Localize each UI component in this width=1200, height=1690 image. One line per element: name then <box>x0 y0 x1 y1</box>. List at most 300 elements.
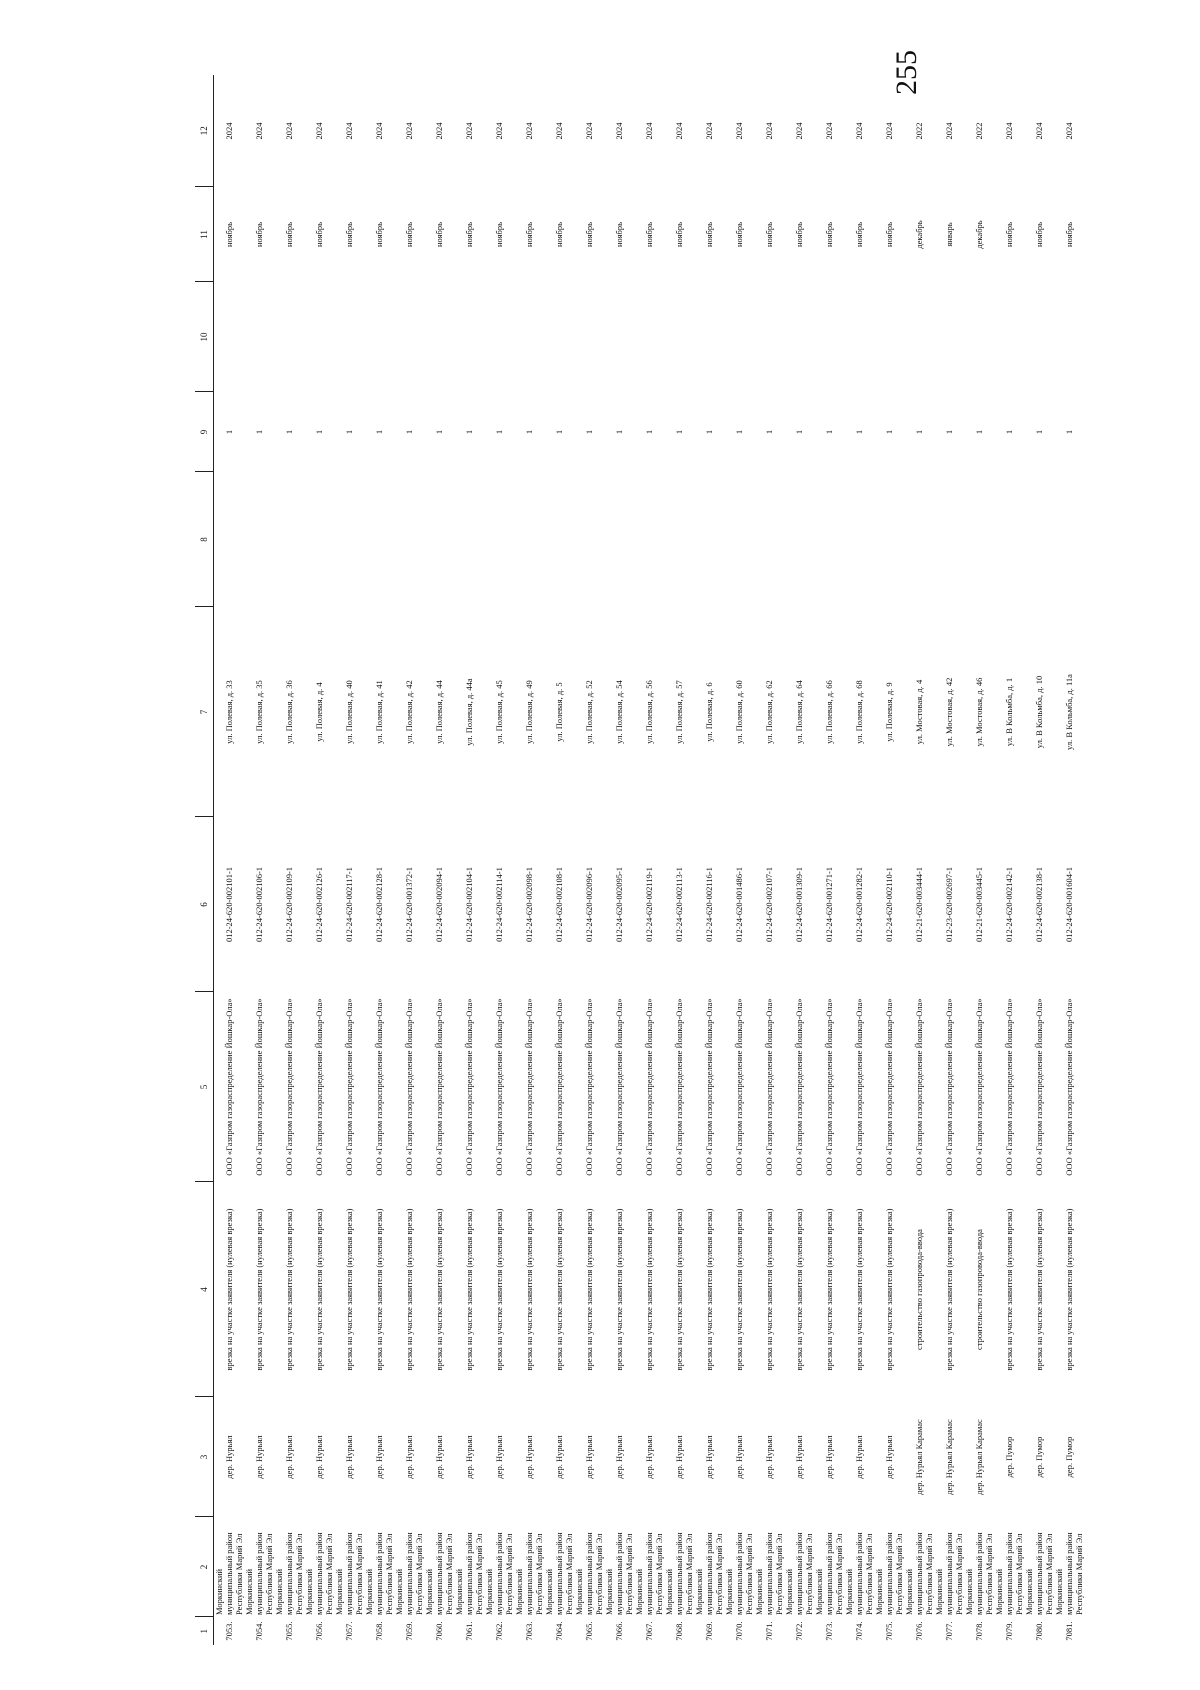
address-cell: ул. Полевая, д. 49 <box>524 680 534 744</box>
month-cell: ноябрь <box>344 222 354 247</box>
quantity-cell: 1 <box>824 429 834 435</box>
col10-cell <box>544 282 574 392</box>
col8-cell <box>634 472 664 607</box>
address-cell: ул. Полевая, д. 36 <box>284 680 294 744</box>
col10-cell <box>694 282 724 392</box>
cadastral-number-cell: 012-24-620-001309-1 <box>794 866 804 943</box>
month-cell: декабрь <box>974 220 984 249</box>
row-number: 7060. <box>434 1621 444 1641</box>
col10-cell <box>844 282 874 392</box>
col8-cell <box>454 472 484 607</box>
year-cell: 2024 <box>374 122 384 140</box>
address-cell: ул. Полевая, д. 57 <box>674 680 684 744</box>
year-cell: 2024 <box>854 122 864 140</box>
district-cell: Моркинский муниципальный район Республики Марий Эл <box>874 1532 904 1615</box>
quantity-cell: 1 <box>1064 429 1074 435</box>
district-cell: Моркинский муниципальный район Республики Марий Эл <box>574 1532 604 1615</box>
col8-cell <box>844 472 874 607</box>
quantity-cell: 1 <box>704 429 714 435</box>
district-cell: Моркинский муниципальный район Республики Марий Эл <box>964 1532 994 1615</box>
work-type-cell: врезка на участке заявителя (нулевая врезка) <box>494 1208 504 1371</box>
district-cell: Моркинский муниципальный район Республики Марий Эл <box>364 1532 394 1615</box>
quantity-cell: 1 <box>914 429 924 435</box>
settlement-cell: дер. Нурьял Карамас <box>914 1419 924 1495</box>
organization-cell: ООО «Газпром газораспределение Йошкар-Ола» <box>824 998 834 1176</box>
month-cell: ноябрь <box>884 222 894 247</box>
cadastral-number-cell: 012-24-620-002109-1 <box>284 866 294 943</box>
organization-cell: ООО «Газпром газораспределение Йошкар-Ола» <box>494 998 504 1176</box>
col10-cell <box>454 282 484 392</box>
settlement-cell: дер. Нурьял <box>254 1435 264 1479</box>
address-cell: ул. Мостовая, д. 42 <box>944 677 954 747</box>
address-cell: ул. В Кольмба, д. 11а <box>1064 674 1074 750</box>
district-cell: Моркинский муниципальный район Республики Марий Эл <box>724 1532 754 1615</box>
settlement-cell: дер. Нурьял <box>584 1435 594 1479</box>
year-cell: 2024 <box>464 122 474 140</box>
table-row <box>874 75 904 1645</box>
quantity-cell: 1 <box>224 429 234 435</box>
address-cell: ул. Полевая, д. 44а <box>464 678 474 746</box>
settlement-cell: дер. Нурьял <box>644 1435 654 1479</box>
col8-cell <box>244 472 274 607</box>
year-cell: 2024 <box>224 122 234 140</box>
month-cell: ноябрь <box>854 222 864 247</box>
row-number: 7066. <box>614 1621 624 1641</box>
year-cell: 2024 <box>554 122 564 140</box>
cadastral-number-cell: 012-24-620-001372-1 <box>404 866 414 943</box>
col8-cell <box>784 472 814 607</box>
col8-cell <box>1024 472 1054 607</box>
month-cell: ноябрь <box>704 222 714 247</box>
quantity-cell: 1 <box>764 429 774 435</box>
row-number: 7081. <box>1064 1621 1074 1641</box>
district-cell: Моркинский муниципальный район Республики Марий Эл <box>784 1532 814 1615</box>
work-type-cell: врезка на участке заявителя (нулевая врезка) <box>944 1208 954 1371</box>
organization-cell: ООО «Газпром газораспределение Йошкар-Ола» <box>344 998 354 1176</box>
page-number: 255 <box>890 50 923 95</box>
address-cell: ул. Полевая, д. 4 <box>314 682 324 742</box>
cadastral-number-cell: 012-24-620-002101-1 <box>224 866 234 943</box>
col8-cell <box>514 472 544 607</box>
col10-cell <box>964 282 994 392</box>
col8-cell <box>754 472 784 607</box>
quantity-cell: 1 <box>494 429 504 435</box>
table-row <box>1054 75 1084 1645</box>
quantity-cell: 1 <box>404 429 414 435</box>
table-row <box>574 75 604 1645</box>
cadastral-number-cell: 012-24-620-002116-1 <box>704 867 714 942</box>
quantity-cell: 1 <box>254 429 264 435</box>
table-row <box>964 75 994 1645</box>
cadastral-number-cell: 012-24-620-002106-1 <box>254 866 264 943</box>
organization-cell: ООО «Газпром газораспределение Йошкар-Ола» <box>644 998 654 1176</box>
address-cell: ул. Полевая, д. 35 <box>254 680 264 744</box>
row-number: 7067. <box>644 1621 654 1641</box>
address-cell: ул. Полевая, д. 45 <box>494 680 504 744</box>
organization-cell: ООО «Газпром газораспределение Йошкар-Ола» <box>254 998 264 1176</box>
row-number: 7079. <box>1004 1621 1014 1641</box>
col-header-11: 11 <box>195 187 214 282</box>
col-header-10: 10 <box>195 282 214 392</box>
row-number: 7070. <box>734 1621 744 1641</box>
year-cell: 2024 <box>704 122 714 140</box>
table-row <box>244 75 274 1645</box>
quantity-cell: 1 <box>464 429 474 435</box>
table-row <box>634 75 664 1645</box>
col-header-5: 5 <box>195 992 214 1182</box>
district-cell: Моркинский муниципальный район Республики Марий Эл <box>994 1532 1024 1615</box>
cadastral-number-cell: 012-24-620-002110-1 <box>884 867 894 942</box>
work-type-cell: врезка на участке заявителя (нулевая врезка) <box>734 1208 744 1371</box>
work-type-cell: врезка на участке заявителя (нулевая врезка) <box>584 1208 594 1371</box>
year-cell: 2024 <box>1004 122 1014 140</box>
district-cell: Моркинский муниципальный район Республики Марий Эл <box>424 1532 454 1615</box>
year-cell: 2022 <box>974 122 984 140</box>
quantity-cell: 1 <box>1034 429 1044 435</box>
col10-cell <box>994 282 1024 392</box>
row-number: 7065. <box>584 1621 594 1641</box>
row-number: 7059. <box>404 1621 414 1641</box>
table-row <box>934 75 964 1645</box>
district-cell: Моркинский муниципальный район Республики Марий Эл <box>694 1532 724 1615</box>
col8-cell <box>934 472 964 607</box>
table-row <box>514 75 544 1645</box>
register-table-sheet <box>195 75 1084 1645</box>
col-header-7: 7 <box>195 607 214 817</box>
organization-cell: ООО «Газпром газораспределение Йошкар-Ола» <box>584 998 594 1176</box>
row-number: 7055. <box>284 1621 294 1641</box>
table-row <box>364 75 394 1645</box>
month-cell: ноябрь <box>314 222 324 247</box>
col-header-2: 2 <box>195 1517 214 1617</box>
year-cell: 2024 <box>614 122 624 140</box>
col8-cell <box>214 472 245 607</box>
month-cell: ноябрь <box>644 222 654 247</box>
district-cell: Моркинский муниципальный район Республики Марий Эл <box>1054 1532 1084 1615</box>
row-number: 7069. <box>704 1621 714 1641</box>
quantity-cell: 1 <box>734 429 744 435</box>
col10-cell <box>814 282 844 392</box>
address-cell: ул. В Кольмба, д. 1 <box>1004 677 1014 747</box>
address-cell: ул. Полевая, д. 5 <box>554 682 564 742</box>
col10-cell <box>604 282 634 392</box>
month-cell: ноябрь <box>254 222 264 247</box>
settlement-cell: дер. Пумор <box>1034 1436 1044 1478</box>
table-row <box>1024 75 1054 1645</box>
settlement-cell: дер. Нурьял <box>494 1435 504 1479</box>
quantity-cell: 1 <box>944 429 954 435</box>
organization-cell: ООО «Газпром газораспределение Йошкар-Ола» <box>374 998 384 1176</box>
work-type-cell: врезка на участке заявителя (нулевая врезка) <box>1034 1208 1044 1371</box>
year-cell: 2024 <box>884 122 894 140</box>
organization-cell: ООО «Газпром газораспределение Йошкар-Ола» <box>1004 998 1014 1176</box>
settlement-cell: дер. Нурьял <box>224 1435 234 1479</box>
row-number: 7054. <box>254 1621 264 1641</box>
table-row <box>754 75 784 1645</box>
table-row <box>454 75 484 1645</box>
row-number: 7074. <box>854 1621 864 1641</box>
district-cell: Моркинский муниципальный район Республики Марий Эл <box>514 1532 544 1615</box>
cadastral-number-cell: 012-24-620-001282-1 <box>854 866 864 943</box>
year-cell: 2024 <box>1034 122 1044 140</box>
month-cell: ноябрь <box>554 222 564 247</box>
month-cell: ноябрь <box>494 222 504 247</box>
col10-cell <box>784 282 814 392</box>
work-type-cell: врезка на участке заявителя (нулевая врезка) <box>524 1208 534 1371</box>
organization-cell: ООО «Газпром газораспределение Йошкар-Ола» <box>674 998 684 1176</box>
row-number: 7057. <box>344 1621 354 1641</box>
year-cell: 2024 <box>434 122 444 140</box>
address-cell: ул. Полевая, д. 60 <box>734 680 744 744</box>
cadastral-number-cell: 012-24-620-002108-1 <box>554 866 564 943</box>
year-cell: 2024 <box>944 122 954 140</box>
settlement-cell: дер. Нурьял <box>674 1435 684 1479</box>
col8-cell <box>304 472 334 607</box>
cadastral-number-cell: 012-24-620-002126-1 <box>314 866 324 943</box>
register-table <box>195 75 1084 1645</box>
cadastral-number-cell: 012-21-620-003444-1 <box>914 866 924 943</box>
col-header-8: 8 <box>195 472 214 607</box>
settlement-cell: дер. Нурьял <box>734 1435 744 1479</box>
year-cell: 2024 <box>644 122 654 140</box>
work-type-cell: врезка на участке заявителя (нулевая врезка) <box>704 1208 714 1371</box>
cadastral-number-cell: 012-24-620-002098-1 <box>524 866 534 943</box>
col-header-1: 1 <box>195 1617 214 1645</box>
work-type-cell: врезка на участке заявителя (нулевая врезка) <box>344 1208 354 1371</box>
address-cell: ул. Полевая, д. 33 <box>224 680 234 744</box>
year-cell: 2024 <box>494 122 504 140</box>
row-number: 7071. <box>764 1621 774 1641</box>
district-cell: Моркинский муниципальный район Республики Марий Эл <box>274 1532 304 1615</box>
table-row <box>484 75 514 1645</box>
settlement-cell: дер. Нурьял <box>344 1435 354 1479</box>
address-cell: ул. Полевая, д. 64 <box>794 680 804 744</box>
row-number: 7063. <box>524 1621 534 1641</box>
table-row <box>604 75 634 1645</box>
organization-cell: ООО «Газпром газораспределение Йошкар-Ола» <box>914 998 924 1176</box>
col10-cell <box>574 282 604 392</box>
cadastral-number-cell: 012-24-620-002117-1 <box>344 867 354 942</box>
district-cell: Моркинский муниципальный район Республики Марий Эл <box>214 1532 244 1615</box>
work-type-cell: строительство газопровода-ввода <box>914 1229 924 1350</box>
row-number: 7062. <box>494 1621 504 1641</box>
col10-cell <box>394 282 424 392</box>
organization-cell: ООО «Газпром газораспределение Йошкар-Ола» <box>614 998 624 1176</box>
quantity-cell: 1 <box>584 429 594 435</box>
work-type-cell: врезка на участке заявителя (нулевая врезка) <box>824 1208 834 1371</box>
month-cell: ноябрь <box>614 222 624 247</box>
col10-cell <box>874 282 904 392</box>
settlement-cell: дер. Нурьял <box>764 1435 774 1479</box>
organization-cell: ООО «Газпром газораспределение Йошкар-Ола» <box>464 998 474 1176</box>
work-type-cell: врезка на участке заявителя (нулевая врезка) <box>794 1208 804 1371</box>
col10-cell <box>634 282 664 392</box>
month-cell: ноябрь <box>284 222 294 247</box>
col10-cell <box>274 282 304 392</box>
organization-cell: ООО «Газпром газораспределение Йошкар-Ола» <box>974 998 984 1176</box>
col8-cell <box>394 472 424 607</box>
month-cell: ноябрь <box>584 222 594 247</box>
cadastral-number-cell: 012-24-620-001486-1 <box>734 866 744 943</box>
cadastral-number-cell: 012-24-620-002128-1 <box>374 866 384 943</box>
quantity-cell: 1 <box>284 429 294 435</box>
table-row <box>304 75 334 1645</box>
month-cell: ноябрь <box>1004 222 1014 247</box>
address-cell: ул. Полевая, д. 66 <box>824 680 834 744</box>
quantity-cell: 1 <box>674 429 684 435</box>
col8-cell <box>964 472 994 607</box>
settlement-cell: дер. Нурьял <box>854 1435 864 1479</box>
col10-cell <box>334 282 364 392</box>
month-cell: январь <box>944 222 954 247</box>
cadastral-number-cell: 012-24-620-002095-1 <box>614 866 624 943</box>
settlement-cell: дер. Нурьял <box>554 1435 564 1479</box>
work-type-cell: строительство газопровода-ввода <box>974 1229 984 1350</box>
quantity-cell: 1 <box>374 429 384 435</box>
year-cell: 2024 <box>254 122 264 140</box>
organization-cell: ООО «Газпром газораспределение Йошкар-Ола» <box>524 998 534 1176</box>
col8-cell <box>694 472 724 607</box>
settlement-cell: дер. Нурьял <box>824 1435 834 1479</box>
month-cell: ноябрь <box>764 222 774 247</box>
cadastral-number-cell: 012-24-620-001604-1 <box>1064 866 1074 943</box>
settlement-cell: дер. Нурьял <box>314 1435 324 1479</box>
cadastral-number-cell: 012-24-620-001271-1 <box>824 866 834 943</box>
cadastral-number-cell: 012-24-620-002107-1 <box>764 866 774 943</box>
quantity-cell: 1 <box>1004 429 1014 435</box>
quantity-cell: 1 <box>314 429 324 435</box>
district-cell: Моркинский муниципальный район Республики Марий Эл <box>934 1532 964 1615</box>
col8-cell <box>724 472 754 607</box>
table-row <box>844 75 874 1645</box>
year-cell: 2024 <box>794 122 804 140</box>
work-type-cell: врезка на участке заявителя (нулевая врезка) <box>554 1208 564 1371</box>
table-row <box>994 75 1024 1645</box>
organization-cell: ООО «Газпром газораспределение Йошкар-Ола» <box>554 998 564 1176</box>
table-row <box>394 75 424 1645</box>
cadastral-number-cell: 012-24-620-002113-1 <box>674 867 684 942</box>
district-cell: Моркинский муниципальный район Республики Марий Эл <box>334 1532 364 1615</box>
settlement-cell: дер. Нурьял <box>524 1435 534 1479</box>
col8-cell <box>994 472 1024 607</box>
district-cell: Моркинский муниципальный район Республики Марий Эл <box>604 1532 634 1615</box>
col8-cell <box>574 472 604 607</box>
organization-cell: ООО «Газпром газораспределение Йошкар-Ола» <box>434 998 444 1176</box>
row-number: 7056. <box>314 1621 324 1641</box>
work-type-cell: врезка на участке заявителя (нулевая врезка) <box>854 1208 864 1371</box>
work-type-cell: врезка на участке заявителя (нулевая врезка) <box>464 1208 474 1371</box>
row-number: 7076. <box>914 1621 924 1641</box>
col10-cell <box>1054 282 1084 392</box>
table-row <box>214 75 245 1645</box>
year-cell: 2024 <box>824 122 834 140</box>
settlement-cell: дер. Нурьял <box>434 1435 444 1479</box>
address-cell: ул. Полевая, д. 56 <box>644 680 654 744</box>
row-number: 7073. <box>824 1621 834 1641</box>
year-cell: 2024 <box>764 122 774 140</box>
col8-cell <box>604 472 634 607</box>
work-type-cell: врезка на участке заявителя (нулевая врезка) <box>434 1208 444 1371</box>
quantity-cell: 1 <box>794 429 804 435</box>
year-cell: 2024 <box>674 122 684 140</box>
organization-cell: ООО «Газпром газораспределение Йошкар-Ола» <box>284 998 294 1176</box>
work-type-cell: врезка на участке заявителя (нулевая врезка) <box>314 1208 324 1371</box>
address-cell: ул. Полевая, д. 44 <box>434 680 444 744</box>
col8-cell <box>364 472 394 607</box>
organization-cell: ООО «Газпром газораспределение Йошкар-Ола» <box>764 998 774 1176</box>
organization-cell: ООО «Газпром газораспределение Йошкар-Ола» <box>734 998 744 1176</box>
work-type-cell: врезка на участке заявителя (нулевая врезка) <box>254 1208 264 1371</box>
year-cell: 2024 <box>1064 122 1074 140</box>
work-type-cell: врезка на участке заявителя (нулевая врезка) <box>644 1208 654 1371</box>
year-cell: 2024 <box>524 122 534 140</box>
district-cell: Моркинский муниципальный район Республики Марий Эл <box>844 1532 874 1615</box>
month-cell: ноябрь <box>224 222 234 247</box>
col-header-3: 3 <box>195 1397 214 1517</box>
col8-cell <box>544 472 574 607</box>
col10-cell <box>514 282 544 392</box>
quantity-cell: 1 <box>884 429 894 435</box>
month-cell: ноябрь <box>404 222 414 247</box>
district-cell: Моркинский муниципальный район Республики Марий Эл <box>904 1532 934 1615</box>
work-type-cell: врезка на участке заявителя (нулевая врезка) <box>284 1208 294 1371</box>
settlement-cell: дер. Нурьял <box>794 1435 804 1479</box>
month-cell: ноябрь <box>674 222 684 247</box>
work-type-cell: врезка на участке заявителя (нулевая врезка) <box>764 1208 774 1371</box>
row-number: 7058. <box>374 1621 384 1641</box>
quantity-cell: 1 <box>434 429 444 435</box>
organization-cell: ООО «Газпром газораспределение Йошкар-Ола» <box>944 998 954 1176</box>
col10-cell <box>664 282 694 392</box>
cadastral-number-cell: 012-24-620-002096-1 <box>584 866 594 943</box>
cadastral-number-cell: 012-24-620-002119-1 <box>644 867 654 942</box>
settlement-cell: дер. Нурьял <box>884 1435 894 1479</box>
table-row <box>784 75 814 1645</box>
col10-cell <box>364 282 394 392</box>
month-cell: ноябрь <box>794 222 804 247</box>
col-header-12: 12 <box>195 75 214 187</box>
row-number: 7072. <box>794 1621 804 1641</box>
district-cell: Моркинский муниципальный район Республики Марий Эл <box>544 1532 574 1615</box>
table-row <box>904 75 934 1645</box>
col10-cell <box>724 282 754 392</box>
district-cell: Моркинский муниципальный район Республики Марий Эл <box>244 1532 274 1615</box>
organization-cell: ООО «Газпром газораспределение Йошкар-Ола» <box>224 998 234 1176</box>
settlement-cell: дер. Пумор <box>1064 1436 1074 1478</box>
column-number-header <box>195 75 214 1645</box>
row-number: 7078. <box>974 1621 984 1641</box>
col10-cell <box>934 282 964 392</box>
row-number: 7053. <box>224 1621 234 1641</box>
settlement-cell: дер. Нурьял <box>704 1435 714 1479</box>
cadastral-number-cell: 012-24-620-002138-1 <box>1034 866 1044 943</box>
work-type-cell: врезка на участке заявителя (нулевая врезка) <box>404 1208 414 1371</box>
address-cell: ул. Полевая, д. 52 <box>584 680 594 744</box>
settlement-cell: дер. Нурьял <box>464 1435 474 1479</box>
work-type-cell: врезка на участке заявителя (нулевая врезка) <box>1064 1208 1074 1371</box>
month-cell: ноябрь <box>434 222 444 247</box>
year-cell: 2024 <box>404 122 414 140</box>
work-type-cell: врезка на участке заявителя (нулевая врезка) <box>374 1208 384 1371</box>
district-cell: Моркинский муниципальный район Республики Марий Эл <box>1024 1532 1054 1615</box>
district-cell: Моркинский муниципальный район Республики Марий Эл <box>454 1532 484 1615</box>
year-cell: 2024 <box>584 122 594 140</box>
cadastral-number-cell: 012-21-620-003445-1 <box>974 866 984 943</box>
month-cell: ноябрь <box>1034 222 1044 247</box>
col8-cell <box>1054 472 1084 607</box>
address-cell: ул. Полевая, д. 68 <box>854 680 864 744</box>
month-cell: ноябрь <box>1064 222 1074 247</box>
